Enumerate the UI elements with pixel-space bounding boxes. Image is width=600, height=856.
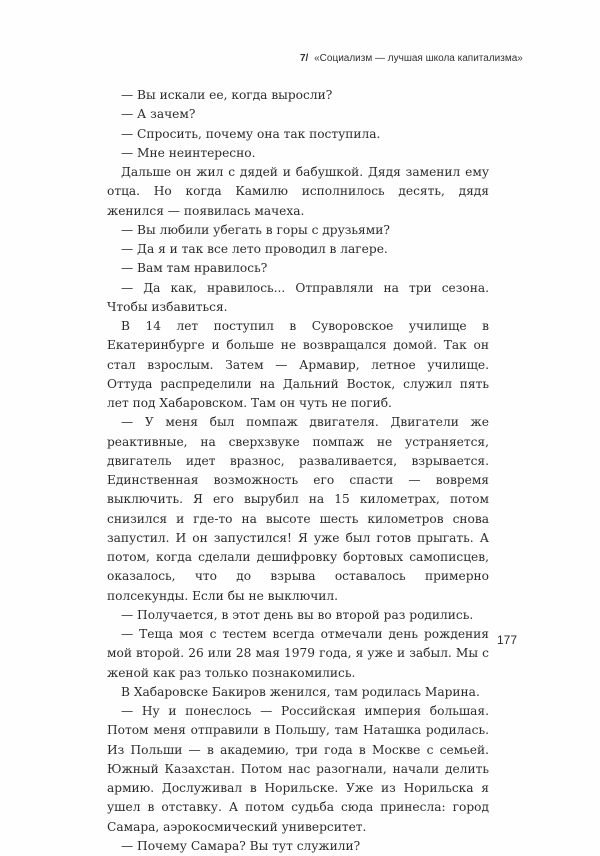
paragraph: В 14 лет поступил в Суворовское училище в Екатеринбурге и больше не возвращался домой. Так он стал взрослым. Затем — Армавир, летное училище. Оттуда распределили на Дальний Восток, служил пять лет под Хабаровском. Там он чуть не погиб. (107, 319, 489, 410)
paragraph: — Вы искали ее, когда выросли? (121, 88, 333, 102)
paragraph: — Мне неинтересно. (121, 145, 256, 160)
paragraph: — Теща моя с тестем всегда отмечали день рождения мой второй. 26 или 28 мая 1979 года, я уже и забыл. Мы с женой как раз только познакомились. (107, 627, 489, 680)
paragraph: Дальше он жил с дядей и бабушкой. Дядя заменил ему отца. Но когда Камилю исполнилось десять, дядя женился — появилась мачеха. (107, 165, 489, 218)
paragraph: — Ну и понеслось — Российская империя большая. Потом меня отправили в Польшу, там Наташка родилась. Из Польши — в академию, три года в Москве с семьей. Южный Казахстан. Потом нас разогнали, начали делить армию. Дослуживал в Норильске. Уже из Норильска я ушел в отставку. А потом судьба сюда принесла: город Самара, аэрокосмический университет. (107, 704, 489, 834)
paragraph: В Хабаровске Бакиров женился, там родилась Марина. (121, 684, 480, 699)
paragraph: — Да как, нравилось... Отправляли на три сезона. Чтобы избавиться. (107, 280, 489, 314)
paragraph: — Спросить, почему она так поступила. (121, 126, 381, 141)
paragraph: — А зачем? (121, 107, 196, 122)
chapter-title: «Социализм — лучшая школа капитализма» (314, 53, 523, 64)
page-number: 177 (497, 633, 518, 647)
chapter-number: 7/ (300, 53, 309, 64)
paragraph: — Почему Самара? Вы тут служили? (121, 838, 361, 853)
page-text (107, 86, 489, 856)
paragraph: — Да я и так все лето проводил в лагере. (121, 242, 388, 256)
paragraph: — Получается, в этот день вы во второй раз родились. (121, 607, 474, 622)
paragraph: — Вы любили убегать в горы с друзьями? (121, 222, 390, 237)
paragraph: — У меня был помпаж двигателя. Двигатели же реактивные, на сверхзвуке помпаж не устраняется, двигатель идет вразнос, разваливается, взрывается. Единственная возможность его спасти — вовремя выключить. Я его вырубил на 15 километрах, потом снизился и где-то на высоте шесть километров снова запустил. И он запустился! Я уже был готов прыгать. А потом, когда сделали дешифровку бортовых самописцев, оказалось, что до взрыва оставалось примерно полсекунды. Если бы не выключил. (107, 415, 489, 603)
paragraph: — Вам там нравилось? (121, 261, 268, 276)
running-header (300, 53, 540, 64)
